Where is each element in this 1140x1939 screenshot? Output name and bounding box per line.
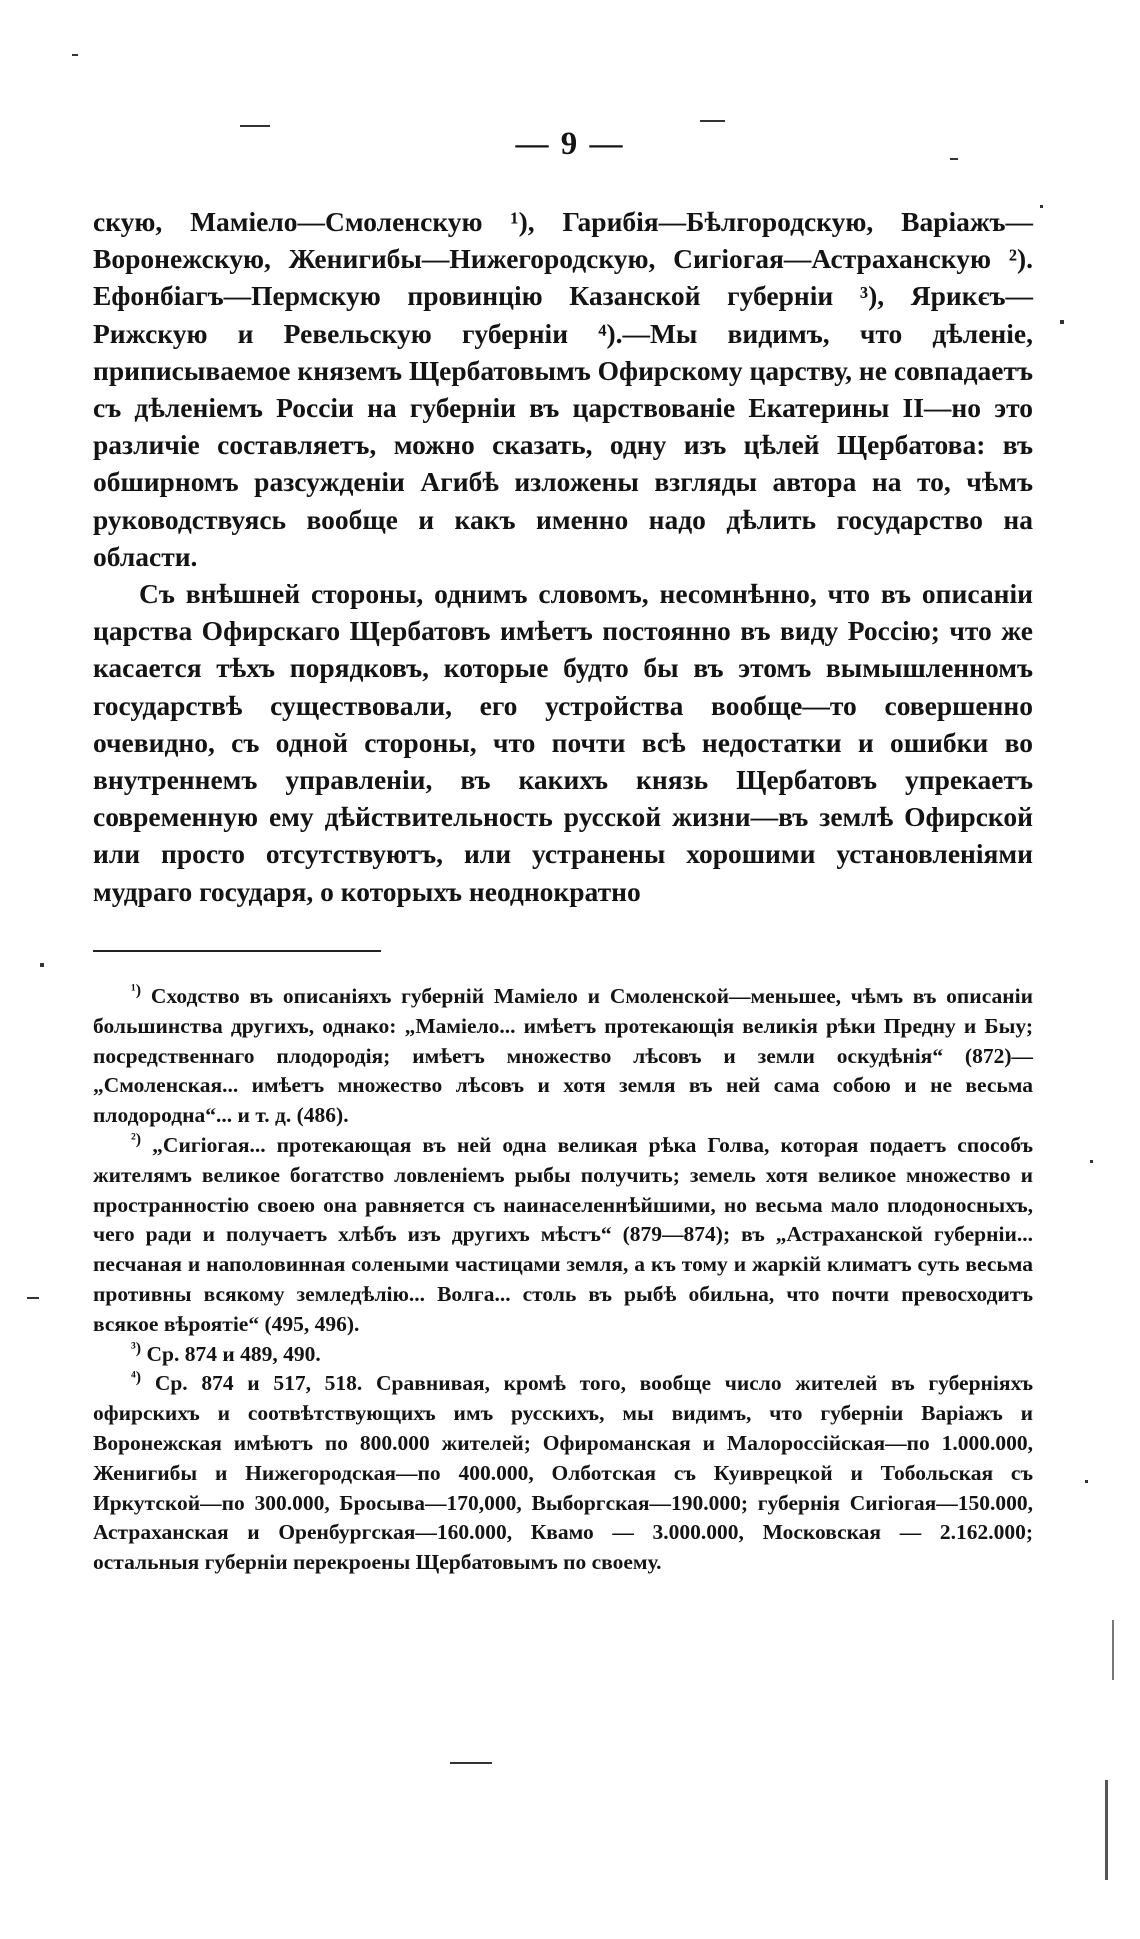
body-paragraph: Съ внѣшней стороны, однимъ словомъ, несомнѣнно, что въ описанiи царства Офирскаго Щербатовъ имѣетъ постоянно въ виду Россiю; что же касается тѣхъ порядковъ, которые будто бы въ этомъ вымышленномъ государствѣ существовали, его устройства вообще—то совершенно очевидно, съ одной стороны, что почти всѣ недостатки и ошибки во внутреннемъ управленiи, въ какихъ князь Щербатовъ упрекаетъ современную ему дѣйствительность русской жизни—въ землѣ Офирской или просто отсутствуютъ, или устранены хорошими установленiями мудраго государя, о которыхъ неоднократно bbox=[93, 578, 1033, 907]
scan-speck bbox=[72, 54, 78, 56]
scan-speck bbox=[40, 963, 44, 967]
scan-speck bbox=[1105, 1780, 1108, 1880]
footnote bbox=[93, 1131, 1033, 1340]
footnote-text: Сходство въ описанiяхъ губернiй Мамiело и Смоленской—меньшее, чѣмъ въ описанiи большинства другихъ, однако: „Мамiело... имѣетъ протекающiя великiя рѣки Предну и Быу; посредственнаго плодородiя; имѣетъ множество лѣсовъ и земли оскудѣнiя“ (872)—„Смоленская... имѣетъ множество лѣсовъ и хотя земля въ ней сама собою и не весьма плодородна“... и т. д. (486). bbox=[93, 984, 1033, 1128]
footnote bbox=[93, 1340, 1033, 1370]
footnote bbox=[93, 1369, 1033, 1578]
footnote-mark: ³) bbox=[131, 1339, 142, 1357]
footnote-mark: ⁴) bbox=[131, 1369, 142, 1387]
footnotes bbox=[93, 982, 1033, 1578]
scan-speck bbox=[1090, 1160, 1093, 1163]
body-paragraph: скую, Мамiело—Смоленскую ¹), Гарибiя—Бѣлгородскую, Варiажъ—Воронежскую, Женигибы—Нижегородскую, Сигiогая—Астраханскую ²). Ефонбiагъ—Пермскую провинцiю Казанской губернiи ³), Ярикєъ—Рижскую и Ревельскую губернiи ⁴).—Мы видимъ, что дѣленiе, приписываемое княземъ Щербатовымъ Офирскому царству, не совпадаетъ съ дѣленiемъ Россiи на губернiи въ царствованiе Екатерины II—но это различiе составляетъ, можно сказать, одну изъ цѣлей Щербатова: въ обширномъ разсужденiи Агибѣ изложены взгляды автора на то, чѣмъ руководствуясь вообще и какъ именно надо дѣлить государство на области. bbox=[93, 206, 1033, 572]
scan-speck bbox=[1085, 1480, 1088, 1483]
scan-speck bbox=[27, 1297, 39, 1299]
footnote-text: Ср. 874 и 489, 490. bbox=[146, 1341, 321, 1366]
scan-speck bbox=[1060, 320, 1064, 324]
footnote-separator bbox=[93, 950, 381, 952]
scan-speck bbox=[240, 125, 270, 127]
scan-speck bbox=[950, 158, 958, 160]
page-number: — 9 — bbox=[515, 126, 625, 162]
scan-speck bbox=[450, 1762, 492, 1764]
scan-speck bbox=[1112, 1620, 1114, 1680]
footnote-text: „Сигiогая... протекающая въ ней одна великая рѣка Голва, которая подаетъ способъ жителямъ великое богатство ловленiемъ рыбы получить; земель хотя великое множество и пространностiю своею она равняется съ наинаселеннѣйшими, но весьма мало плодоносныхъ, чего ради и получаетъ хлѣбъ изъ другихъ мѣстъ“ (879—874); въ „Астраханской губернiи... песчаная и наполовинная солеными частицами земля, а къ тому и жаркiй климатъ суть весьма противны всякому земледѣлiю... Волга... столь въ рыбѣ обильна, что почти превосходитъ всякое вѣроятiе“ (495, 496). bbox=[93, 1132, 1033, 1336]
footnote-mark: ¹) bbox=[131, 981, 142, 999]
footnote-mark: ²) bbox=[131, 1130, 142, 1148]
scan-speck bbox=[1040, 205, 1043, 208]
scan-speck bbox=[700, 120, 725, 122]
footnote-text: Ср. 874 и 517, 518. Сравнивая, кромѣ того, вообще число жителей въ губернiяхъ офирскихъ и соотвѣтствующихъ имъ русскихъ, мы видимъ, что губернiи Варiажъ и Воронежская имѣютъ по 800.000 жителей; Офироманская и Малороссiйская—по 1.000.000, Женигибы и Нижегородская—по 400.000, Олботская съ Куиврецкой и Тобольская съ Иркутской—по 300.000, Бросыва—170,000, Выборгская—190.000; губернiя Сигiогая—150.000, Астраханская и Оренбургская—160.000, Квамо — 3.000.000, Московская — 2.162.000; остальныя губернiи перекроены Щербатовымъ по своему. bbox=[93, 1371, 1033, 1575]
footnote bbox=[93, 982, 1033, 1131]
main-text bbox=[93, 203, 1033, 910]
